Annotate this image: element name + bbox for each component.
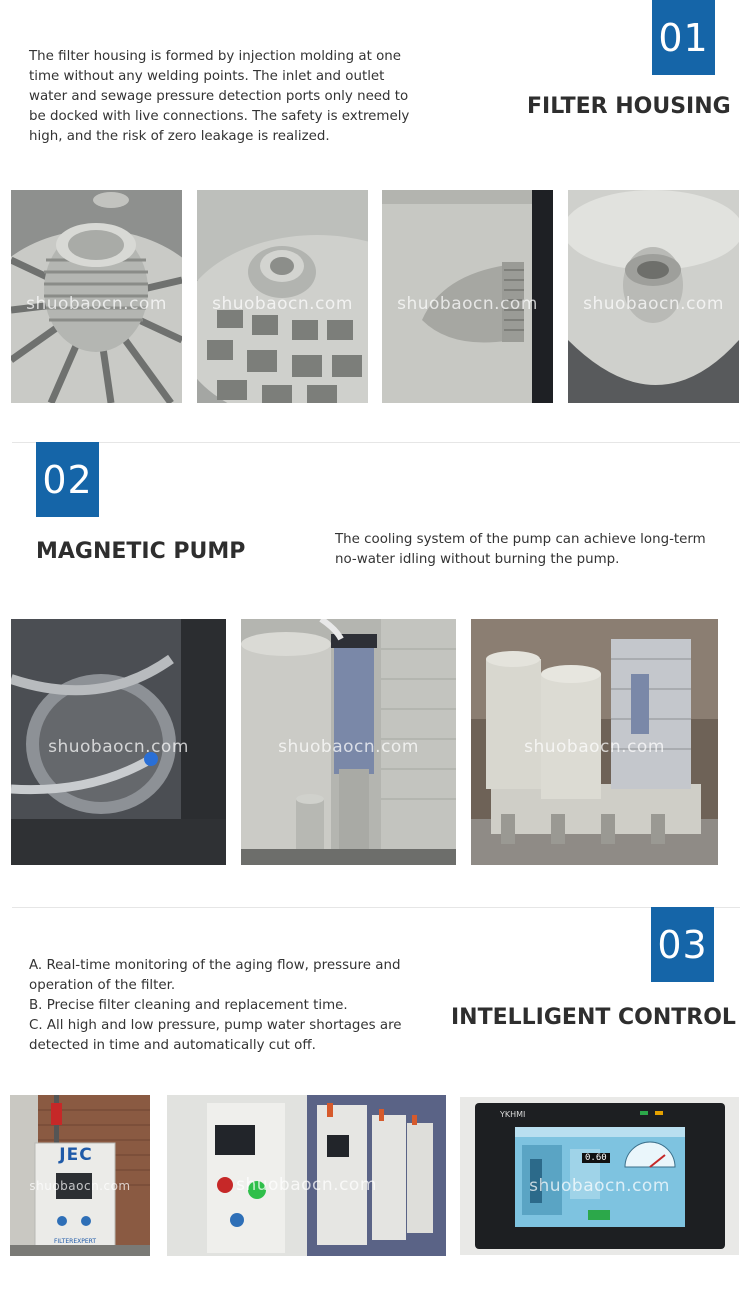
controller-logo: JEC (59, 1145, 93, 1165)
filter-housing-photo-2 (197, 190, 368, 403)
section-divider-1 (12, 442, 740, 443)
watermark: shuobaocn.com (524, 737, 665, 757)
list-item: B. Precise filter cleaning and replacement time. (29, 998, 348, 1013)
intelligent-control-heading: INTELLIGENT CONTROL (451, 1005, 736, 1030)
watermark: shuobaocn.com (583, 294, 724, 314)
magnetic-pump-photo-2 (241, 619, 456, 865)
watermark: shuobaocn.com (29, 1179, 131, 1193)
hmi-touchscreen-photo (460, 1097, 739, 1255)
watermark: shuobaocn.com (278, 737, 419, 757)
watermark: shuobaocn.com (48, 737, 189, 757)
magnetic-pump-description: The cooling system of the pump can achieve long-term no-water idling without burning the pump. (335, 532, 706, 567)
watermark: shuobaocn.com (212, 294, 353, 314)
filter-housing-photo-1 (11, 190, 182, 403)
watermark: shuobaocn.com (26, 294, 167, 314)
magnetic-pump-photo-1 (11, 619, 226, 865)
section-divider-2 (12, 907, 740, 908)
watermark: shuobaocn.com (397, 294, 538, 314)
watermark: shuobaocn.com (236, 1175, 377, 1195)
magnetic-pump-heading: MAGNETIC PUMP (36, 539, 246, 564)
intelligent-control-list (29, 956, 424, 1056)
list-item: A. Real-time monitoring of the aging flow, pressure and operation of the filter. (29, 958, 401, 993)
filter-housing-photo-3 (382, 190, 553, 403)
magnetic-pump-photo-3 (471, 619, 718, 865)
hmi-brand-label: YKHMI (500, 1110, 526, 1119)
hmi-reading: 0.60 (582, 1153, 610, 1163)
section-number-03: 03 (651, 907, 714, 982)
section-number-02: 02 (36, 442, 99, 517)
list-item: C. All high and low pressure, pump water shortages are detected in time and automatically cut off. (29, 1018, 402, 1053)
control-panels-photo (167, 1095, 446, 1256)
filter-housing-photo-4 (568, 190, 739, 403)
filter-housing-heading: FILTER HOUSING (527, 94, 731, 119)
watermark: shuobaocn.com (529, 1176, 670, 1196)
controller-cabinet-photo (10, 1095, 150, 1256)
controller-brand-label: FILTEREXPERT (53, 1238, 97, 1245)
filter-housing-description: The filter housing is formed by injection molding at one time without any welding points. The inlet and outlet water and sewage pressure detection ports only need to be docked with live connections. The safety is extremely high, and the risk of zero leakage is realized. (29, 49, 410, 144)
section-number-01: 01 (652, 0, 715, 75)
